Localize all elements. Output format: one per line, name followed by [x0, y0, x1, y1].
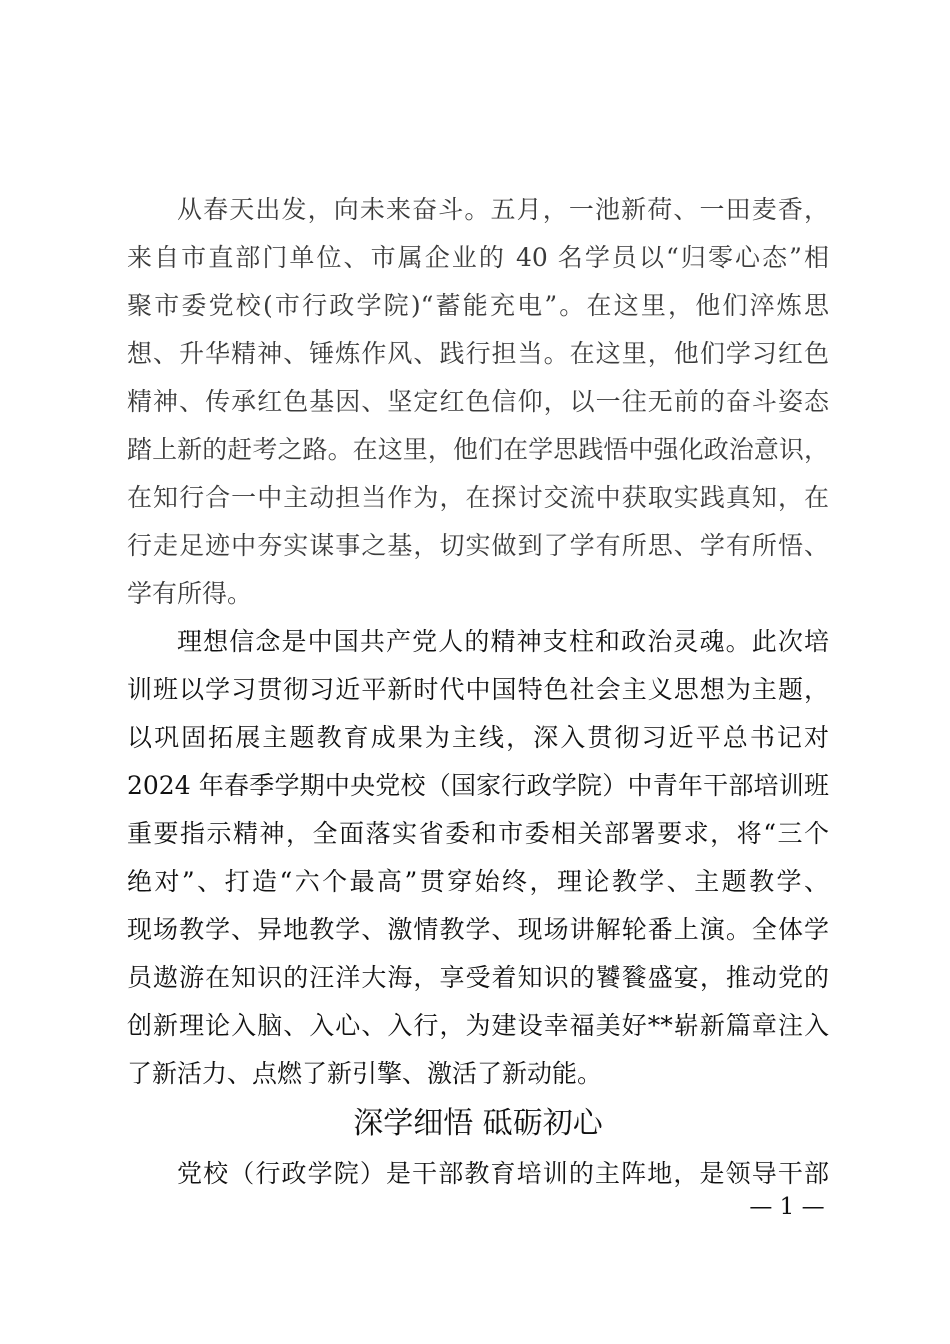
paragraph-line: 在知行合一中主动担当作为，在探讨交流中获取实践真知，在	[127, 483, 829, 512]
paragraph-line: 以巩固拓展主题教育成果为主线，深入贯彻习近平总书记对	[127, 723, 829, 752]
paragraph-line: 创新理论入脑、入心、入行，为建设幸福美好**崭新篇章注入	[127, 1011, 829, 1040]
paragraph-2	[127, 618, 829, 1098]
paragraph-line: 来自市直部门单位、市属企业的 40 名学员以“归零心态”相	[127, 243, 829, 272]
section-heading: 深学细悟 砥砺初心	[353, 1106, 603, 1141]
paragraph-line: 想、升华精神、锤炼作风、践行担当。在这里，他们学习红色	[127, 339, 829, 368]
paragraph-line: 训班以学习贯彻习近平新时代中国特色社会主义思想为主题，	[127, 675, 829, 704]
paragraph-line: 重要指示精神，全面落实省委和市委相关部署要求，将“三个	[127, 819, 829, 848]
paragraph-line: 现场教学、异地教学、激情教学、现场讲解轮番上演。全体学	[127, 915, 829, 944]
paragraph-line: 聚市委党校(市行政学院)“蓄能充电”。在这里，他们淬炼思	[127, 291, 829, 320]
paragraph-line: 绝对”、打造“六个最高”贯穿始终，理论教学、主题教学、	[127, 867, 829, 896]
paragraph-line: 了新活力、点燃了新引擎、激活了新动能。	[127, 1059, 603, 1088]
paragraph-line: 党校（行政学院）是干部教育培训的主阵地，是领导干部	[177, 1159, 829, 1188]
page-number: — 1 —	[749, 1194, 825, 1220]
paragraph-line: 踏上新的赶考之路。在这里，他们在学思践悟中强化政治意识，	[127, 435, 829, 464]
paragraph-line: 行走足迹中夯实谋事之基，切实做到了学有所思、学有所悟、	[127, 531, 829, 560]
document-body	[127, 186, 829, 1198]
paragraph-1	[127, 186, 829, 618]
paragraph-line: 2024 年春季学期中央党校（国家行政学院）中青年干部培训班	[127, 771, 829, 800]
paragraph-line: 理想信念是中国共产党人的精神支柱和政治灵魂。此次培	[177, 627, 829, 656]
paragraph-line: 从春天出发，向未来奋斗。五月，一池新荷、一田麦香，	[177, 195, 829, 224]
paragraph-line: 员遨游在知识的汪洋大海，享受着知识的饕餮盛宴，推动党的	[127, 963, 829, 992]
paragraph-line: 精神、传承红色基因、坚定红色信仰，以一往无前的奋斗姿态	[127, 387, 829, 416]
paragraph-line: 学有所得。	[127, 579, 253, 608]
